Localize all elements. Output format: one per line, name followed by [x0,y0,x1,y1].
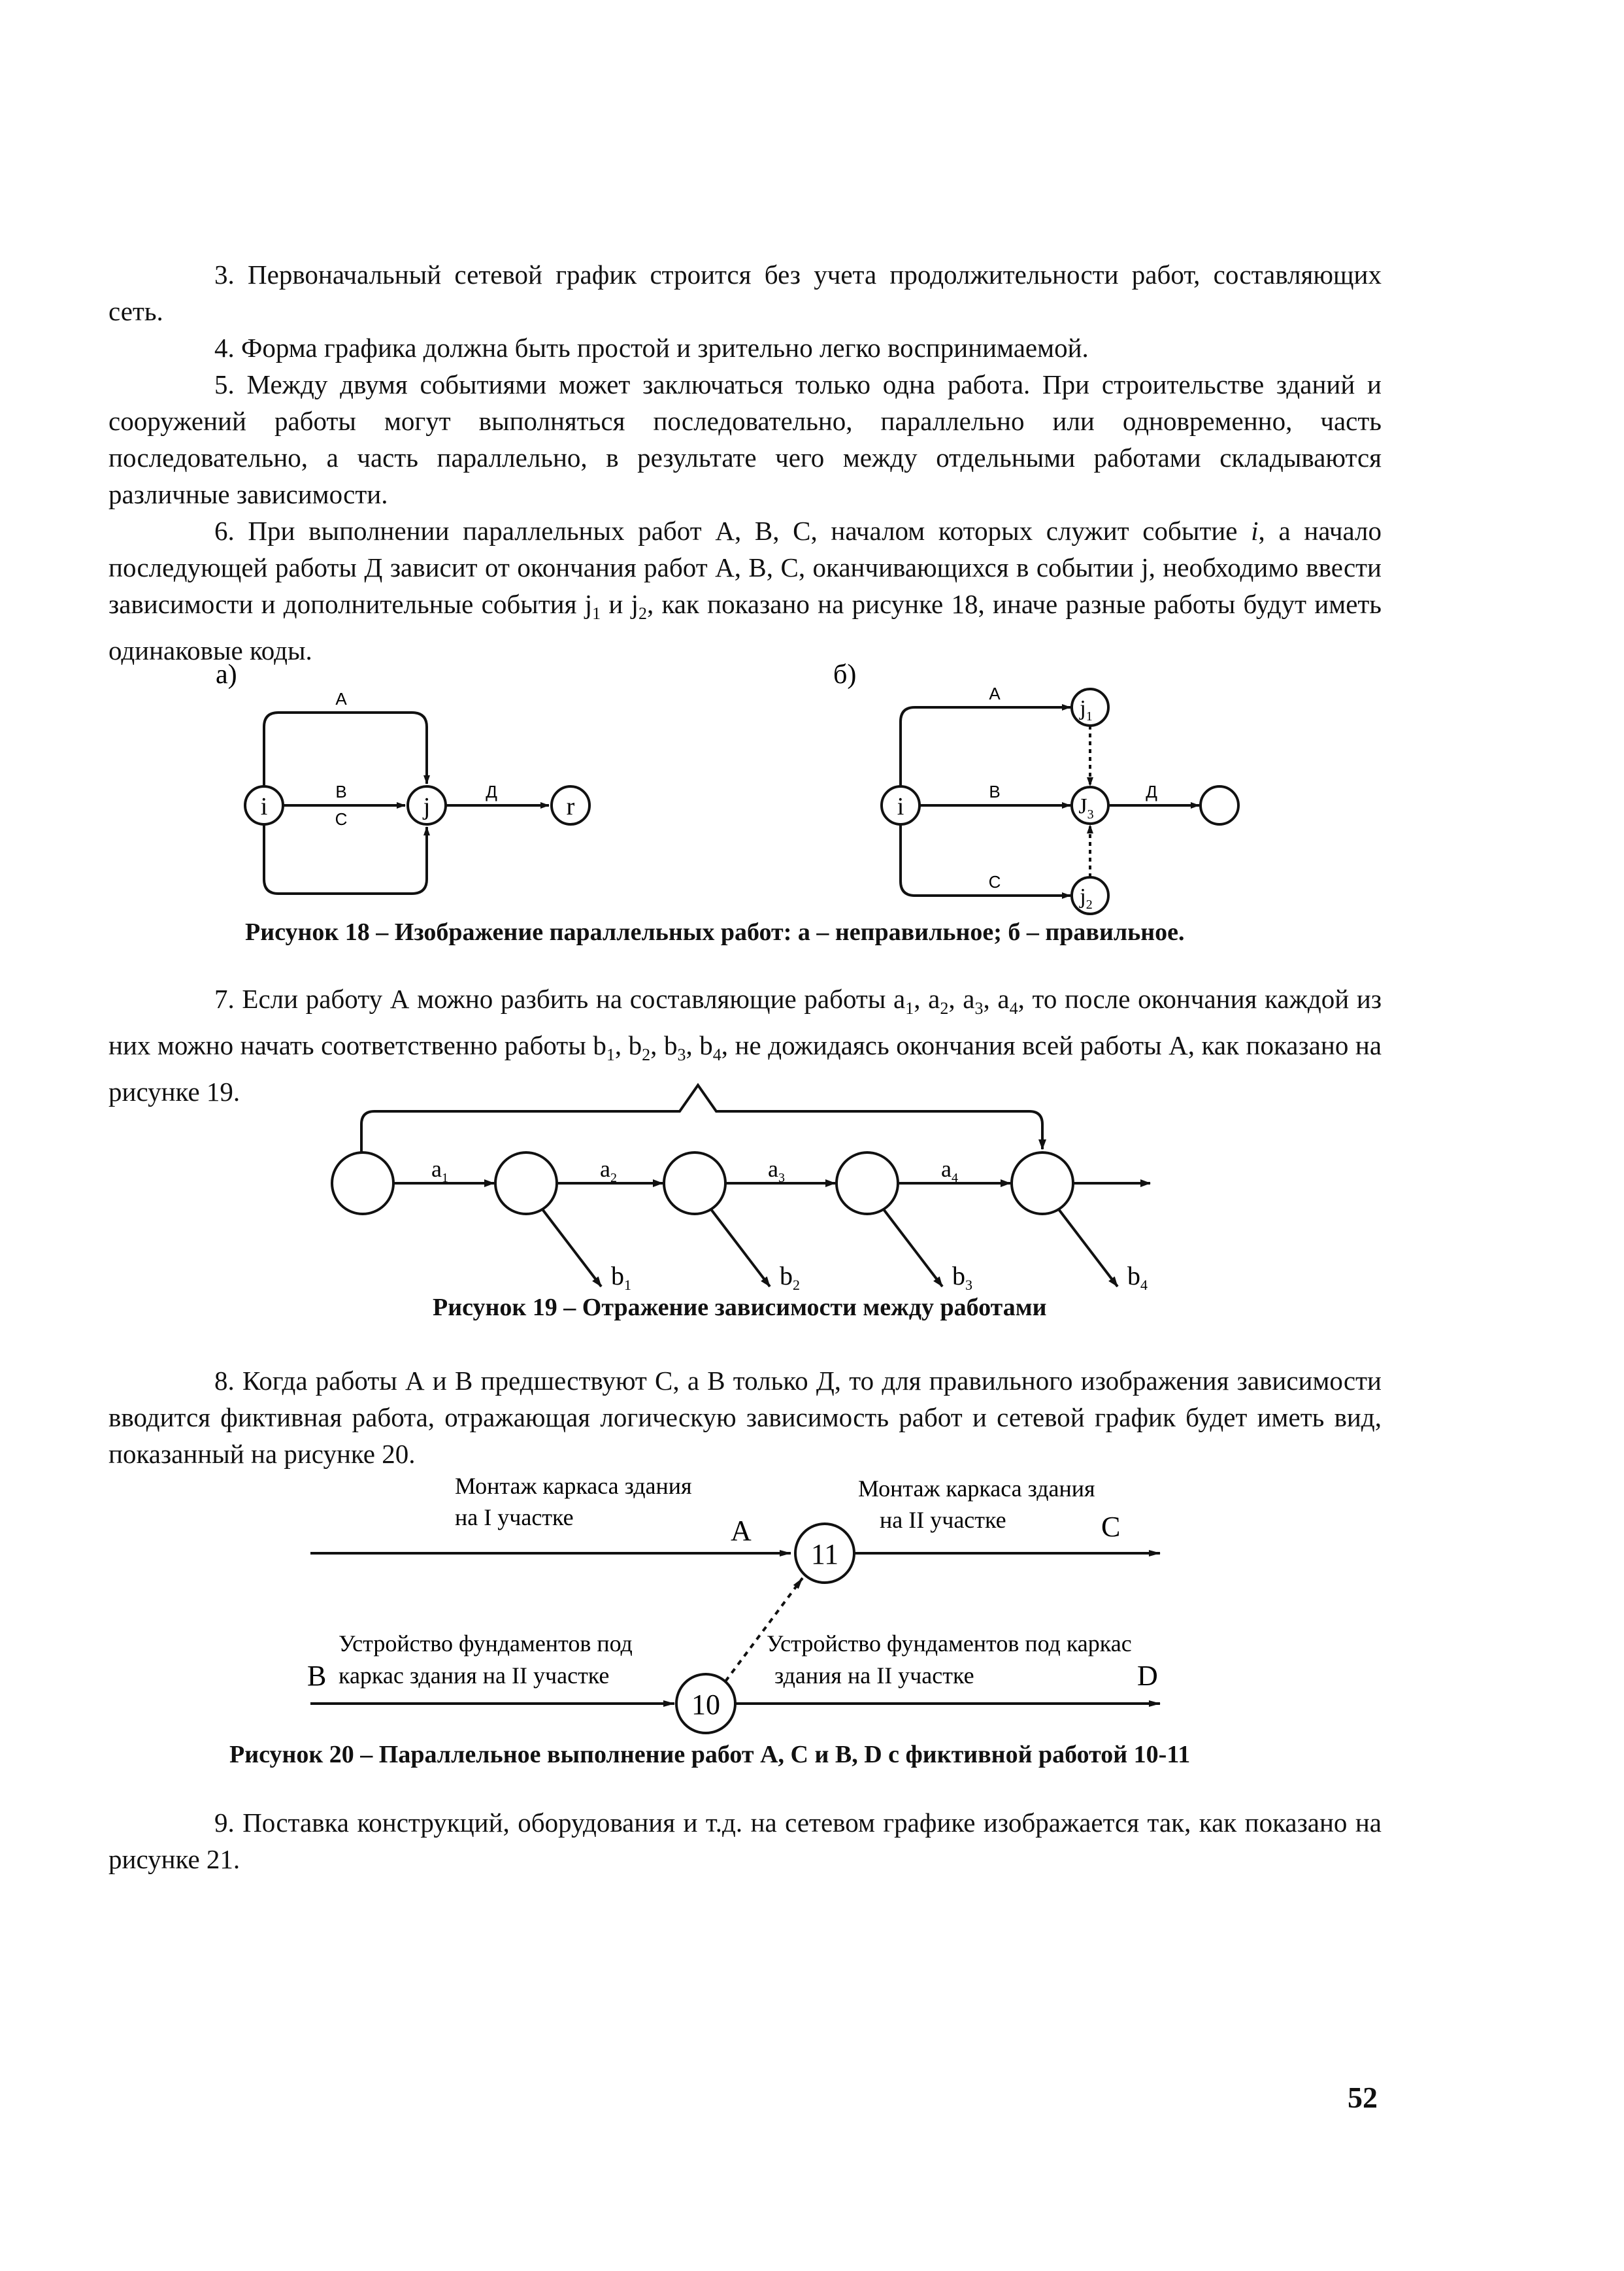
fig18-right-label-c: С [988,872,1001,892]
fig19-b3: $b_3$ [952,1261,972,1293]
fig18-left-j: j [423,793,431,820]
fig20-bottom-left-2: каркас здания на II участке [339,1662,610,1689]
fig20-node-11: 11 [810,1538,839,1570]
fig19-b1: $b_1$ [611,1261,631,1293]
fig19-b4: $b_4$ [1127,1261,1148,1293]
fig20-bottom-right-2: здания на II участке [774,1662,974,1689]
fig18-left-label-b: В [335,782,347,801]
page-number: 52 [1348,2081,1378,2114]
fig18-right-j3: $J_3$ [1078,794,1094,822]
fig18-left-r: r [566,793,575,820]
fig18-right-label-d: Д [1146,782,1157,801]
figure-20-caption: Рисунок 20 – Параллельное выполнение работ А, С и В, D с фиктивной работой 10-11 [229,1741,1191,1768]
fig19-a4: $a_4$ [941,1156,958,1185]
paragraph-3: 3. Первоначальный сетевой график строится без учета продолжительности работ, составляющих сеть. [108,260,1382,326]
fig18-right-i: i [897,793,904,820]
fig20-top-right-1: Монтаж каркаса здания [858,1475,1095,1502]
fig18-left-i: i [260,793,268,820]
paragraph-7: 7. Если работу А можно разбить на составляющие работы $a_1$, $a_2$, $a_3$, $a_4$, то после окончания каждой из них можно начать соответственно работы $b_1$, $b_2$, $b_3$, $b_4$, не дожидаясь окончания всей работы А, как показано на рисунке 19. [108,984,1382,1107]
fig18-left-label-d: Д [486,782,497,801]
fig20-bottom-left-1: Устройство фундаментов под [339,1630,633,1657]
fig18-right-label-a: А [989,684,1001,703]
paragraph-4: 4. Форма графика должна быть простой и зрительно легко воспринимаемой. [214,333,1089,363]
fig18-right-j2: $j_2$ [1080,884,1093,912]
figure-19-caption: Рисунок 19 – Отражение зависимости между работами [433,1294,1047,1321]
paragraph-5: 5. Между двумя событиями может заключаться только одна работа. При строительстве зданий и сооружений работы могут выполняться последовательно, параллельно или одновременно, часть последовательно, а часть параллельно, в результате чего между отдельными работами складываются различные зависимости. [108,369,1382,509]
fig19-a2: $a_2$ [600,1156,617,1185]
text-block-4 [108,1804,1382,1877]
paragraph-9: 9. Поставка конструкций, оборудования и т.д. на сетевом графике изображается так, как показано на рисунке 21. [108,1808,1382,1874]
fig20-diagram [310,1524,1160,1733]
fig20-label-c: С [1101,1511,1121,1543]
fig20-bottom-right-1: Устройство фундаментов под каркас [767,1630,1132,1657]
fig18-right-j1: $j_1$ [1080,696,1093,724]
fig18-label-a: а) [216,660,237,690]
fig18-left-label-a: А [335,689,347,709]
fig19-a1: $a_1$ [431,1156,448,1185]
fig20-label-a: А [731,1515,752,1547]
fig20-top-left-2: на I участке [455,1504,574,1530]
fig20-node-10: 10 [691,1689,720,1721]
fig18-left-label-c: С [335,809,348,829]
fig18-right-label-b: В [989,782,1001,801]
fig19-a3: $a_3$ [768,1156,785,1185]
figure-18-caption: Рисунок 18 – Изображение параллельных работ: а – неправильное; б – правильное. [245,918,1185,946]
fig20-label-b: В [307,1660,327,1692]
fig19-b2: $b_2$ [780,1261,800,1293]
paragraph-8: 8. Когда работы А и В предшествуют С, а В только Д, то для правильного изображения зависимости вводится фиктивная работа, отражающая логическую зависимость работ и сетевой график будет иметь вид, показанный на рисунке 20. [108,1366,1382,1469]
fig20-top-right-2: на II участке [880,1507,1006,1533]
paragraph-6: 6. При выполнении параллельных работ А, В, С, началом которых служит событие i, а начало последующей работы Д зависит от окончания работ А, В, С, оканчивающихся в событии j, необходимо ввести зависимости и дополнительные события $j_1$ и $j_2$, как показано на рисунке 18, иначе разные работы будут иметь одинаковые коды. [108,516,1382,666]
fig18-label-b: б) [833,660,857,690]
fig20-top-left-1: Монтаж каркаса здания [455,1473,692,1499]
fig20-label-d: D [1137,1660,1158,1692]
